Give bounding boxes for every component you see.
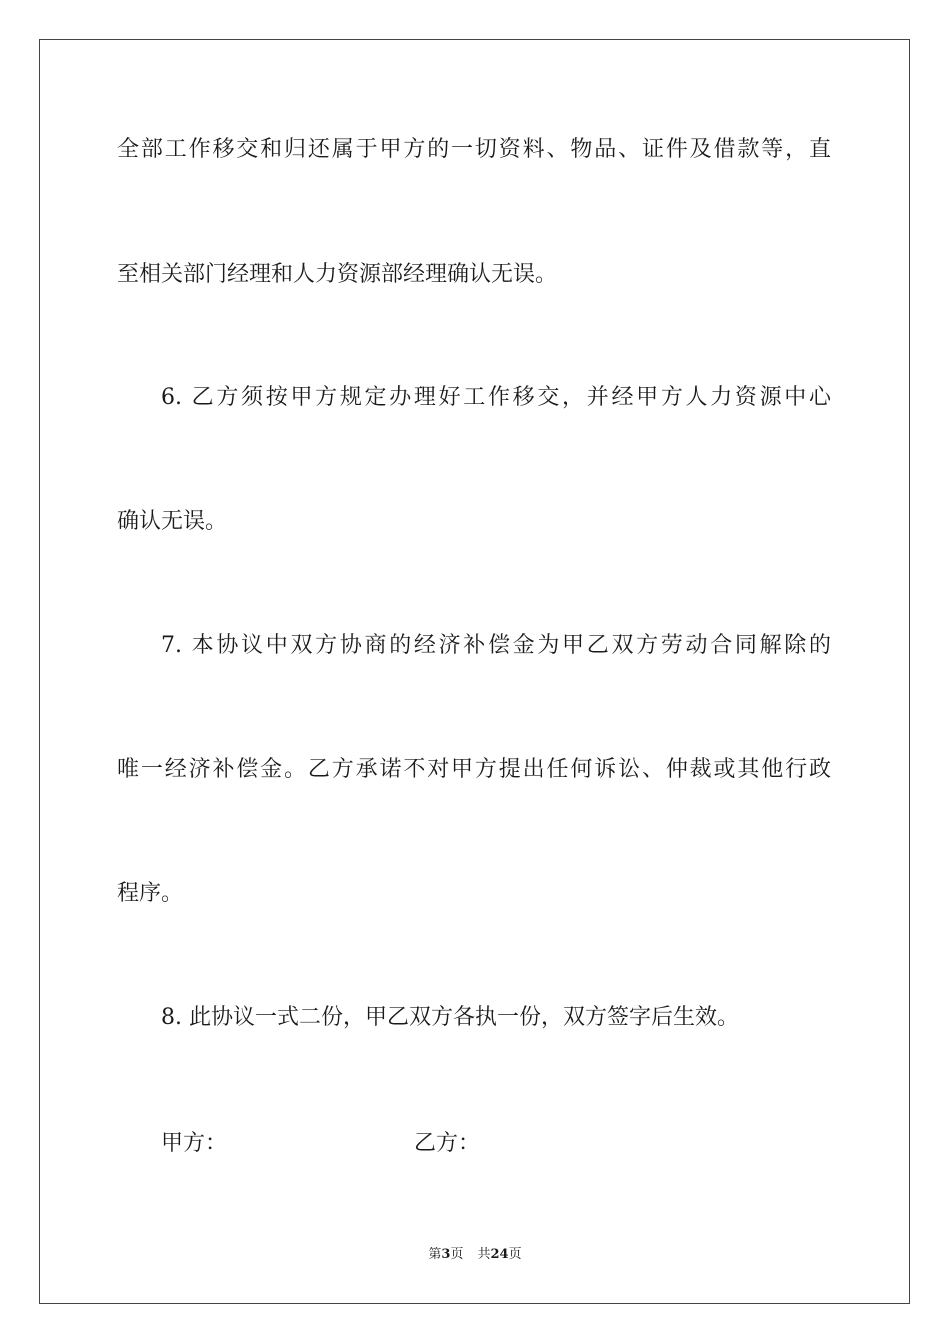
signature-party-a: 甲方： [161, 1131, 228, 1156]
current-page: 3 [441, 1247, 451, 1262]
total-pages: 24 [490, 1247, 509, 1262]
signature-party-b: 乙方： [414, 1131, 481, 1156]
total-suffix: 页 [508, 1247, 522, 1262]
paragraph-line: 7. 本协议中双方协商的经济补偿金为甲乙双方劳动合同解除的 [161, 633, 831, 658]
paragraph-line: 确认无误。 [117, 509, 228, 534]
paragraph-line: 全部工作移交和归还属于甲方的一切资料、物品、证件及借款等，直 [117, 137, 831, 162]
paragraph-line: 至相关部门经理和人力资源部经理确认无误。 [117, 262, 558, 287]
page-border [39, 39, 910, 1304]
page-prefix: 第 [428, 1247, 442, 1262]
paragraph-line: 6. 乙方须按甲方规定办理好工作移交，并经甲方人力资源中心 [161, 385, 831, 410]
paragraph-line: 程序。 [117, 881, 184, 906]
page-suffix: 页 [450, 1247, 464, 1262]
page-total [477, 1246, 521, 1264]
page-footer [0, 1246, 950, 1264]
page-number [428, 1246, 463, 1264]
paragraph-line: 8. 此协议一式二份，甲乙双方各执一份，双方签字后生效。 [161, 1005, 739, 1030]
paragraph-line: 唯一经济补偿金。乙方承诺不对甲方提出任何诉讼、仲裁或其他行政 [117, 757, 831, 782]
total-prefix: 共 [477, 1247, 491, 1262]
